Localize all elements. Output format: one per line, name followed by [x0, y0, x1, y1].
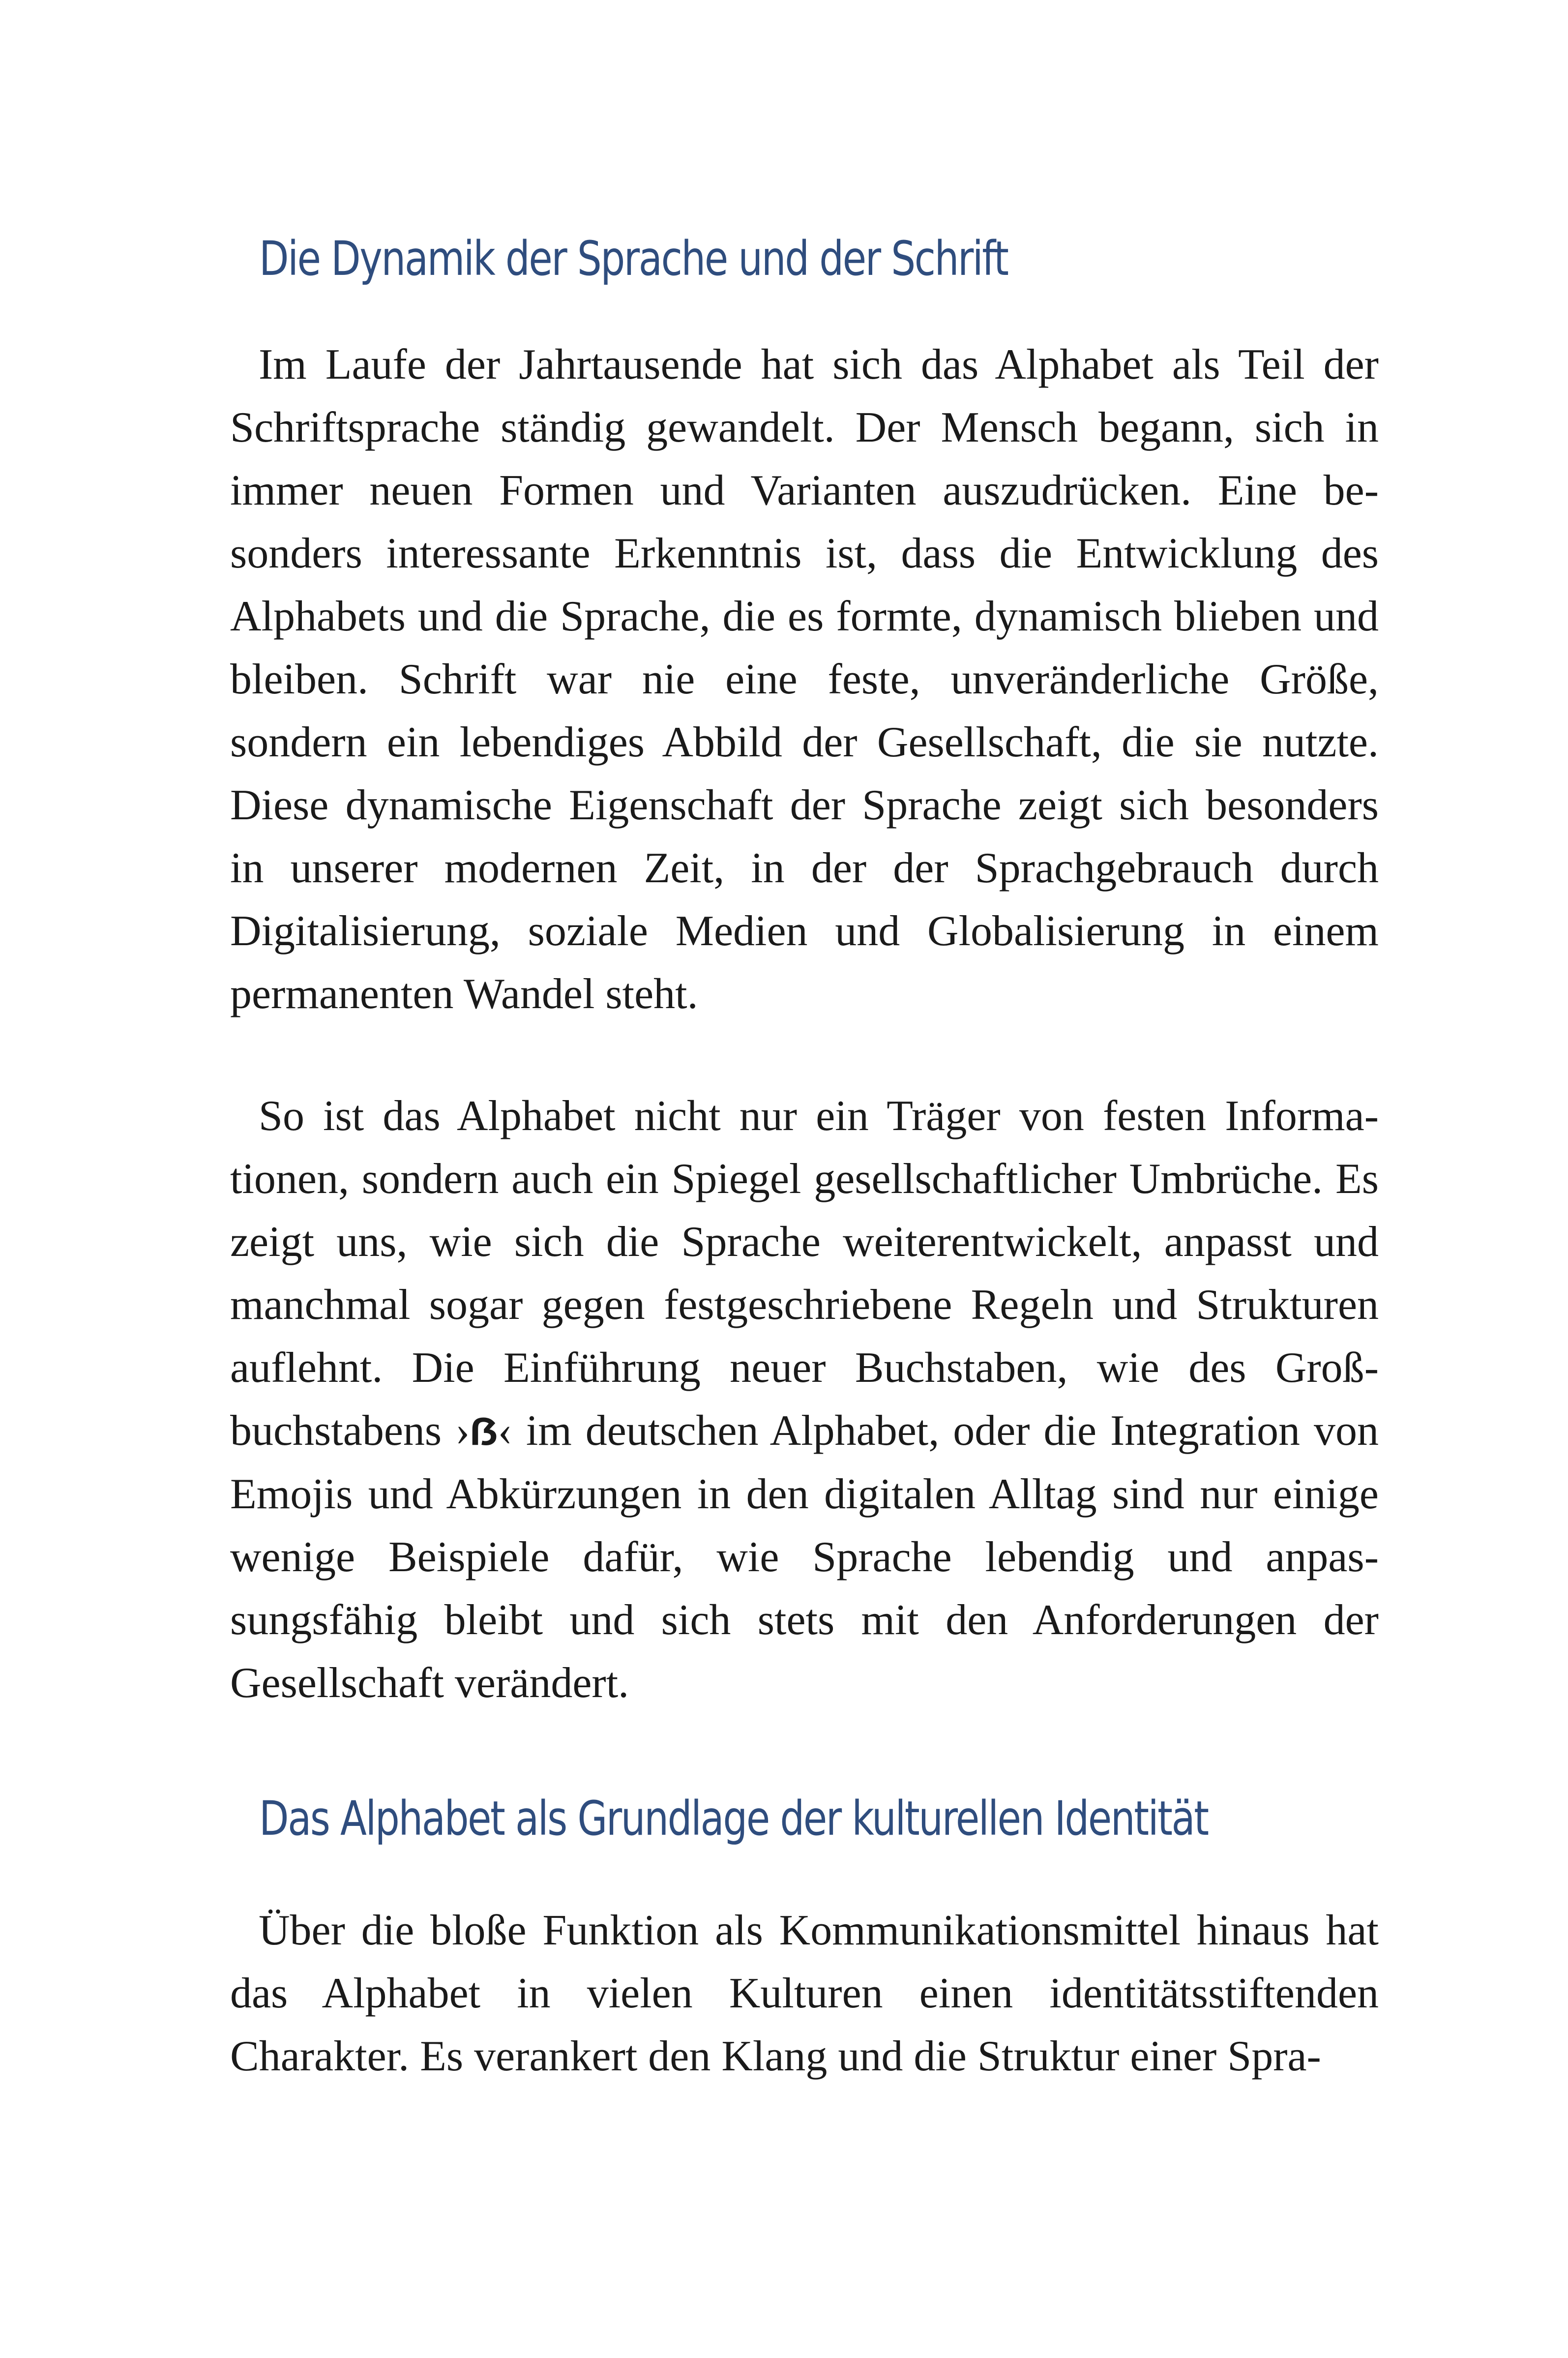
section-heading-dynamik: Die Dynamik der Sprache und der Schrift: [259, 231, 1008, 286]
paragraph-spiegel: [230, 1085, 1379, 1715]
capital-eszett-glyph: ẞ: [470, 1409, 498, 1453]
paragraph-jahrtausende: Im Laufe der Jahrtausende hat sich das Alphabet als Teil der Schriftsprache ständig gewandelt. Der Mensch begann, sich in immer neuen Formen und Varianten auszudrücken. Eine besonders interessante Erkenntnis ist, dass die Entwicklung des Alphabets und die Sprache, die es formte, dynamisch blieben und bleiben. Schrift war nie eine feste, unveränderliche Größe, sondern ein lebendiges Abbild der Gesellschaft, die sie nutzte. Diese dynamische Eigenschaft der Sprache zeigt sich besonders in unserer modernen Zeit, in der der Sprachgebrauch durch Digitalisierung, soziale Medien und Globalisierung in einem permanenten Wandel steht.: [230, 341, 1379, 1018]
paragraph-text-after: ‹ im deutschen Alphabet, oder die Integration von Emojis und Abkürzungen in den digitalen Alltag sind nur einige wenige Beispiele dafür, wie Sprache lebendig und anpassungsfähig bleibt und sich stets mit den Anforderungen der Gesellschaft verändert.: [230, 1407, 1379, 1707]
paragraph-kommunikation: Über die bloße Funktion als Kommunikationsmittel hinaus hat das Alphabet in vielen Kulturen einen identitätsstiftenden Charakter. Es verankert den Klang und die Struktur einer Spra-: [230, 1907, 1379, 2080]
section-heading-identitaet: Das Alphabet als Grundlage der kulturellen Identität: [259, 1791, 1208, 1846]
paragraph-text-before: So ist das Alphabet nicht nur ein Träger von festen Informationen, sondern auch ein Spiegel gesellschaftlicher Umbrüche. Es zeigt uns, wie sich die Sprache weiterentwickelt, anpasst und manchmal sogar gegen festgeschriebene Regeln und Strukturen auflehnt. Die Einführung neuer Buchstaben, wie des Großbuchstabens ›: [230, 1092, 1379, 1455]
